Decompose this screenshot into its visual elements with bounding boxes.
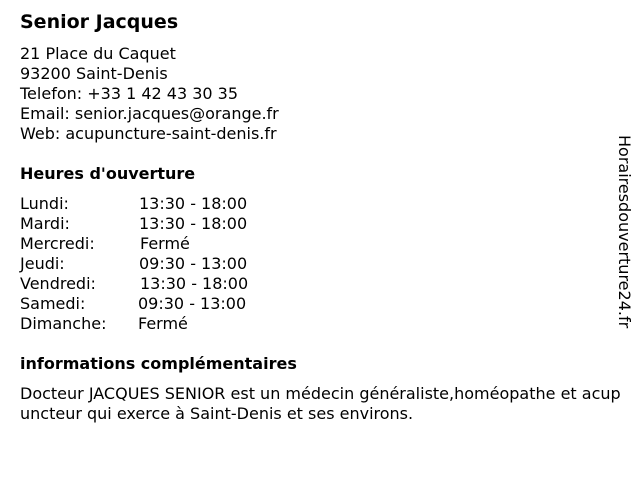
site-watermark: Horairesdouverture24.fr [615, 135, 634, 329]
time-value: Fermé [138, 314, 188, 333]
time-value: 09:30 - 13:00 [139, 254, 248, 273]
contact-block [20, 44, 279, 144]
day-label: Dimanche: [20, 314, 107, 333]
web-line: Web: acupuncture-saint-denis.fr [20, 124, 277, 143]
day-label: Mercredi: [20, 234, 95, 253]
opening-hours-heading: Heures d'ouverture [20, 164, 196, 183]
business-name: Senior Jacques [20, 11, 179, 33]
time-value: 09:30 - 13:00 [138, 294, 247, 313]
time-value: 13:30 - 18:00 [139, 214, 248, 233]
email-line: Email: senior.jacques@orange.fr [20, 104, 279, 123]
day-label: Samedi: [20, 294, 86, 313]
time-value: 13:30 - 18:00 [140, 274, 249, 293]
day-label: Mardi: [20, 214, 70, 233]
day-label: Jeudi: [20, 254, 65, 273]
time-value: 13:30 - 18:00 [139, 194, 248, 213]
address-line-street: 21 Place du Caquet [20, 44, 176, 63]
day-label: Lundi: [20, 194, 69, 213]
description-text: Docteur JACQUES SENIOR est un médecin généraliste,homéopathe et acupuncteur qui exerce à Saint-Denis et ses environs. [20, 384, 621, 423]
time-value: Fermé [140, 234, 190, 253]
additional-info-heading: informations complémentaires [20, 354, 297, 373]
address-line-city: 93200 Saint-Denis [20, 64, 168, 83]
phone-line: Telefon: +33 1 42 43 30 35 [20, 84, 239, 103]
day-label: Vendredi: [20, 274, 96, 293]
